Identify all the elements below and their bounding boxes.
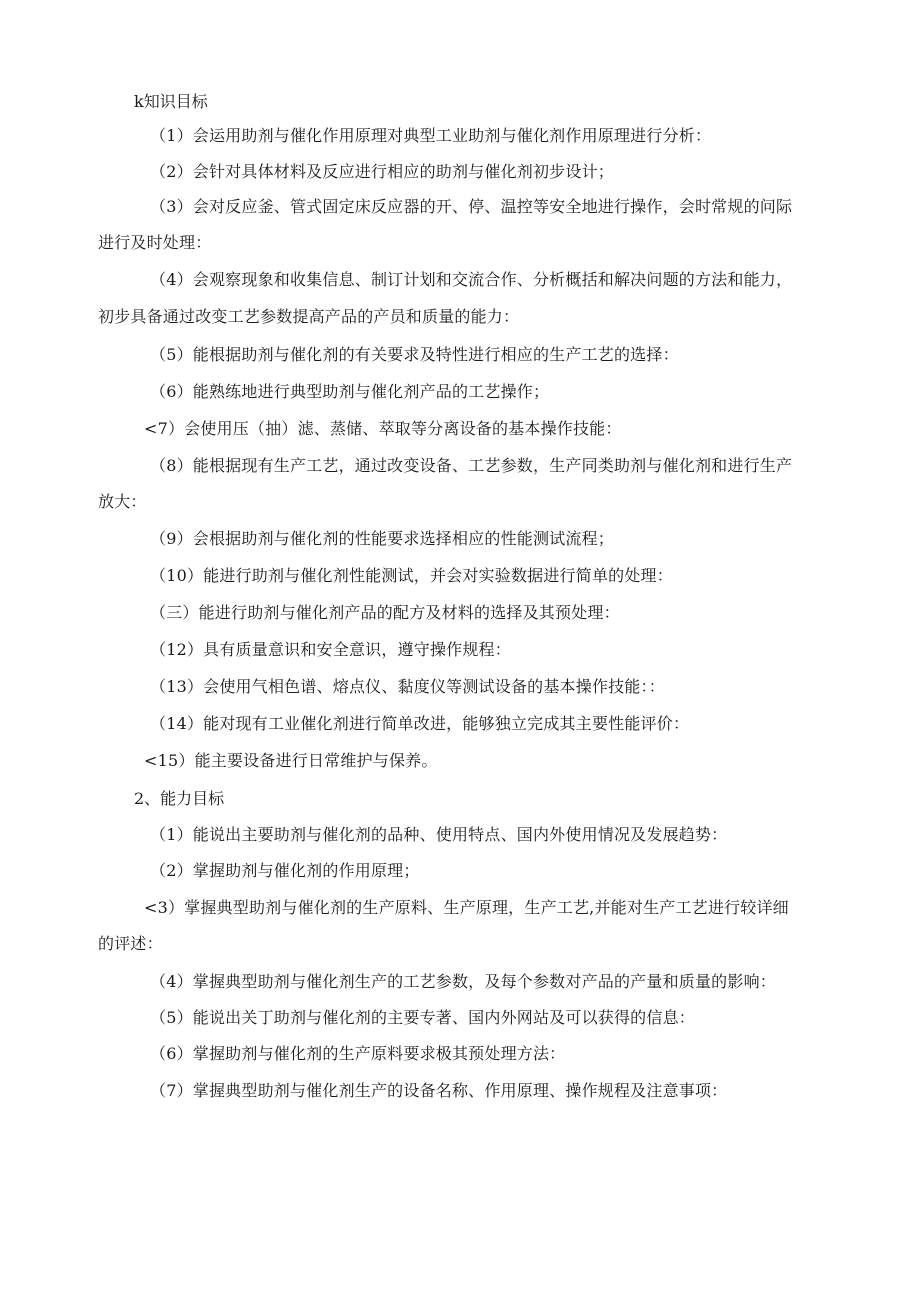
list-item: （6）掌握助剂与催化剂的生产原料要求极其预处理方法： [150, 1044, 566, 1063]
list-item: （5）能说出关丁助剂与催化剂的主要专著、国内外网站及可以获得的信息： [150, 1008, 695, 1027]
section-heading-knowledge: k知识目标 [134, 92, 208, 111]
list-item: （12）具有质量意识和安全意识，遵守操作规程： [150, 640, 511, 659]
list-item: （13）会使用气相色谱、熔点仪、黏度仪等测试设备的基本操作技能：： [150, 677, 665, 696]
list-item: <3）掌握典型助剂与催化剂的生产原料、生产原理，生产工艺,并能对生产工艺进行较详细 [144, 898, 789, 917]
list-item-continuation: 放大： [98, 492, 147, 511]
list-item: （2）掌握助剂与催化剂的作用原理； [150, 861, 420, 880]
list-item: （4）掌握典型助剂与催化剂生产的工艺参数，及每个参数对产品的产量和质量的影响： [150, 972, 776, 991]
list-item-continuation: 进行及时处理： [98, 233, 212, 252]
list-item: <15）能主要设备进行日常维护与保养。 [144, 751, 438, 770]
list-item: （1）会运用助剂与催化作用原理对典型工业助剂与催化剂作用原理进行分析： [150, 126, 712, 145]
list-item-continuation: 初步具备通过改变工艺参数提高产品的产员和质量的能力： [98, 307, 520, 326]
list-item: （6）能熟练地进行典型助剂与催化剂产品的工艺操作； [150, 382, 550, 401]
list-item: （2）会针对具体材料及反应进行相应的助剂与催化剂初步设计； [150, 162, 614, 181]
section-heading-ability: 2、能力目标 [134, 789, 225, 808]
list-item: （7）掌握典型助剂与催化剂生产的设备名称、作用原理、操作规程及注意事项： [150, 1081, 728, 1100]
list-item: （14）能对现有工业催化剂进行简单改进，能够独立完成其主要性能评价： [150, 714, 690, 733]
list-item: （三）能进行助剂与催化剂产品的配方及材料的选择及其预处理： [150, 603, 620, 622]
list-item: （10）能进行助剂与催化剂性能测试，并会对实验数据进行简单的处理： [150, 566, 673, 585]
list-item: （5）能根据助剂与催化剂的有关要求及特性进行相应的生产工艺的选择： [150, 345, 679, 364]
list-item: （9）会根据助剂与催化剂的性能要求选择相应的性能测试流程； [150, 529, 614, 548]
list-item-continuation: 的评述： [98, 934, 163, 953]
list-item: （8）能根据现有生产工艺，通过改变设备、工艺参数，生产同类助剂与催化剂和进行生产 [150, 456, 793, 475]
list-item: （1）能说出主要助剂与催化剂的品种、使用特点、国内外使用情况及发展趋势： [150, 825, 728, 844]
list-item: <7）会使用压（抽）滤、蒸储、萃取等分离设备的基本操作技能： [144, 419, 622, 438]
list-item: （3）会对反应釜、管式固定床反应器的开、停、温控等安全地进行操作，会时常规的问际 [150, 197, 793, 216]
list-item: （4）会观察现象和收集信息、制订计划和交流合作、分析概括和解决问题的方法和能力， [150, 270, 793, 289]
